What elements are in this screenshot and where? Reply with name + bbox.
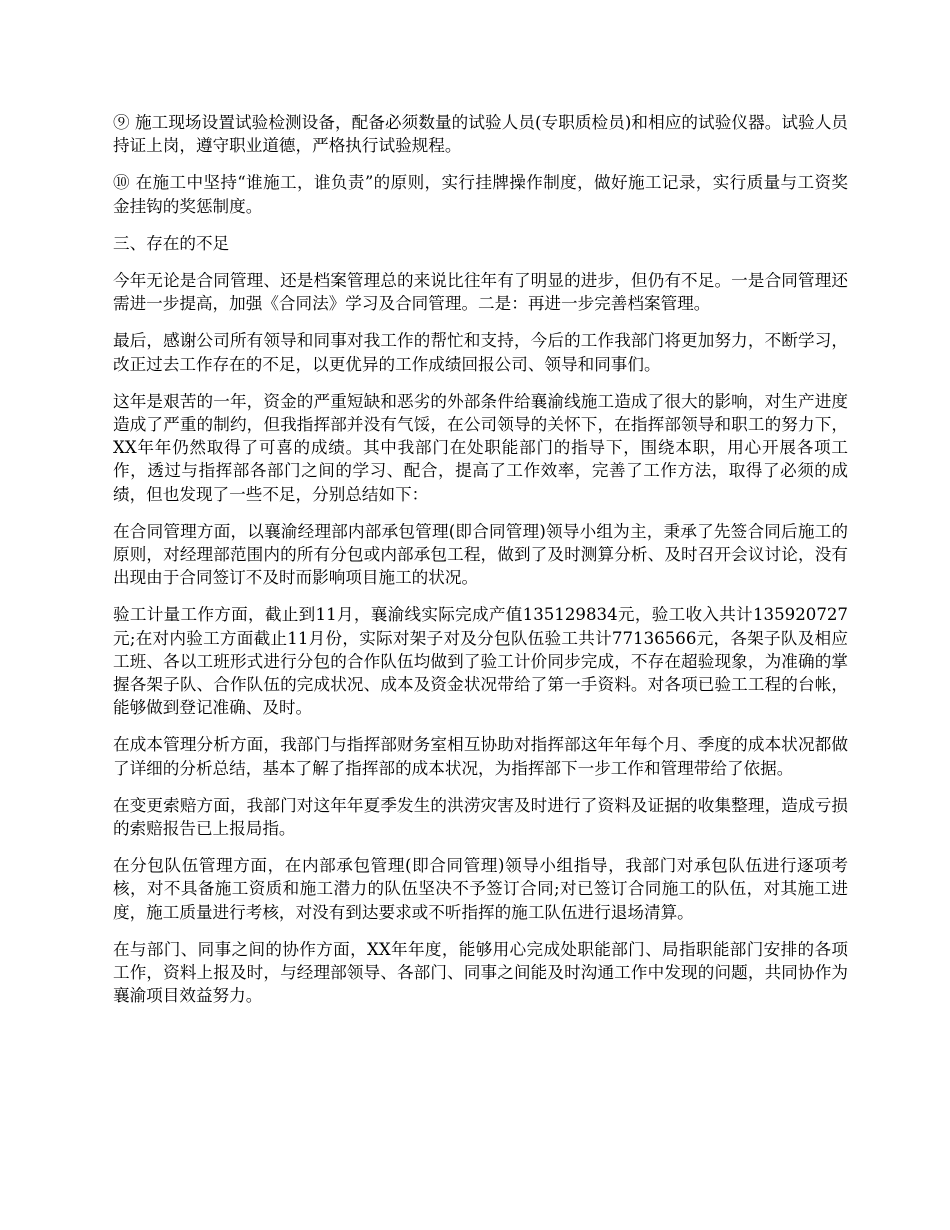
paragraph-cooperation: 在与部门、同事之间的协作方面，XX年年度，能够用心完成处职能部门、局指职能部门安排的各项工作，资料上报及时，与经理部领导、各部门、同事之间能及时沟通工作中发现的问题，共同协作为襄渝项目效益努力。 bbox=[113, 939, 848, 1006]
paragraph-thanks: 最后，感谢公司所有领导和同事对我工作的帮忙和支持，今后的工作我部门将更加努力，不断学习，改正过去工作存在的不足，以更优异的工作成绩回报公司、领导和同事们。 bbox=[113, 331, 848, 374]
document-body bbox=[113, 111, 848, 1022]
paragraph-cost-analysis: 在成本管理分析方面，我部门与指挥部财务室相互协助对指挥部这年年每个月、季度的成本状况都做了详细的分析总结，基本了解了指挥部的成本状况，为指挥部下一步工作和管理带给了依据。 bbox=[113, 735, 848, 778]
paragraph-item-10: ⑩ 在施工中坚持“谁施工，谁负责”的原则，实行挂牌操作制度，做好施工记录，实行质量与工资奖金挂钩的奖惩制度。 bbox=[113, 173, 848, 216]
paragraph-shortcomings: 今年无论是合同管理、还是档案管理总的来说比往年有了明显的进步，但仍有不足。一是合同管理还需进一步提高，加强《合同法》学习及合同管理。二是：再进一步完善档案管理。 bbox=[113, 271, 848, 314]
paragraph-claims: 在变更索赔方面，我部门对这年年夏季发生的洪涝灾害及时进行了资料及证据的收集整理，造成亏损的索赔报告已上报局指。 bbox=[113, 795, 848, 839]
paragraph-contract-management: 在合同管理方面，以襄渝经理部内部承包管理(即合同管理)领导小组为主，秉承了先签合同后施工的原则，对经理部范围内的所有分包或内部承包工程，做到了及时测算分析、及时召开会议讨论，没有出现由于合同签订不及时而影响项目施工的状况。 bbox=[113, 521, 848, 588]
paragraph-subcontractor-management: 在分包队伍管理方面，在内部承包管理(即合同管理)领导小组指导，我部门对承包队伍进行逐项考核，对不具备施工资质和施工潜力的队伍坚决不予签订合同;对已签订合同施工的队伍，对其施工进度，施工质量进行考核，对没有到达要求或不听指挥的施工队伍进行退场清算。 bbox=[113, 856, 848, 922]
section-heading-shortcomings: 三、存在的不足 bbox=[113, 233, 230, 253]
paragraph-measurement: 验工计量工作方面，截止到11月，襄渝线实际完成产值135129834元，验工收入共计135920727元;在对内验工方面截止11月份，实际对架子对及分包队伍验工共计77136566元，各架子队及相应工班、各以工班形式进行分包的合作队伍均做到了验工计价同步完成，不存在超验现象，为准确的掌握各架子队、合作队伍的完成状况、成本及资金状况带给了第一手资料。对各项已验工工程的台帐，能够做到登记准确、及时。 bbox=[113, 605, 848, 718]
paragraph-year-summary: 这年是艰苦的一年，资金的严重短缺和恶劣的外部条件给襄渝线施工造成了很大的影响，对生产进度造成了严重的制约，但我指挥部并没有气馁，在公司领导的关怀下，在指挥部领导和职工的努力下，XX年年仍然取得了可喜的成绩。其中我部门在处职能部门的指导下，围绕本职，用心开展各项工作，透过与指挥部各部门之间的学习、配合，提高了工作效率，完善了工作方法，取得了必须的成绩，但也发现了一些不足，分别总结如下： bbox=[113, 391, 848, 504]
paragraph-item-9: ⑨ 施工现场设置试验检测设备，配备必须数量的试验人员(专职质检员)和相应的试验仪器。试验人员持证上岗，遵守职业道德，严格执行试验规程。 bbox=[113, 113, 848, 156]
